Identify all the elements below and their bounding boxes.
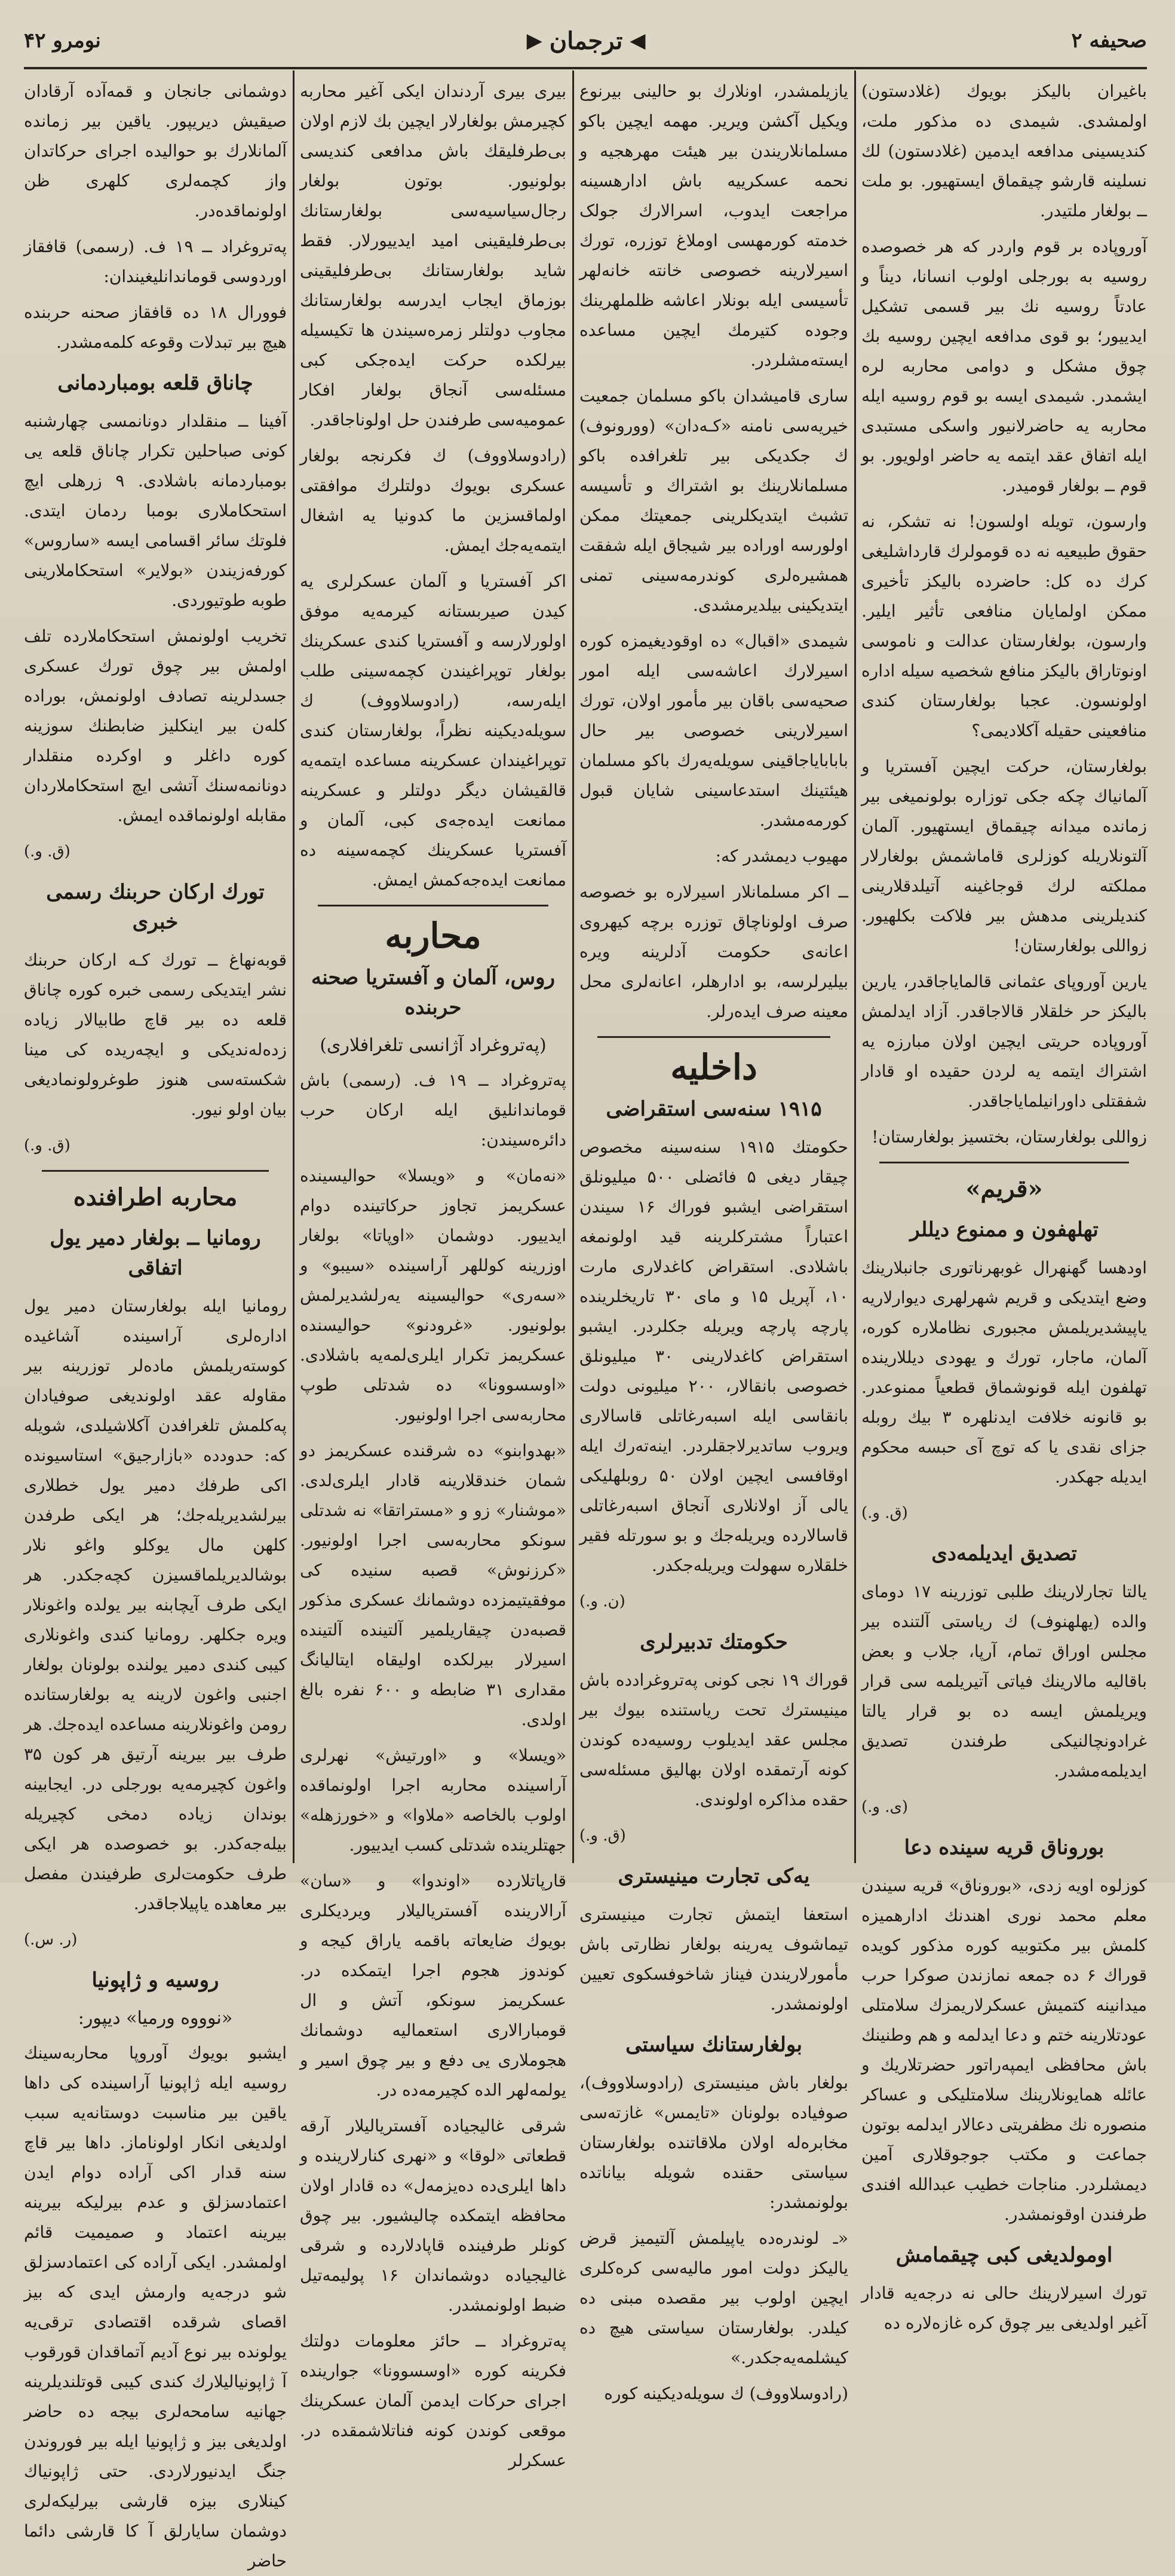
article-paragraph: بولغار باش مینیستری (رادوسلاووف)، صوفیاده بولونان «تایمس» غازته‌سی مخابره‌له اولان ملاقاتنده بولغارستان سیاستی حقنده شویله بیاناتده بولونمشدر: bbox=[579, 2073, 848, 2212]
article-paragraph: رومانیا ایله بولغارستان دمیر یول اداره‌لری آراسینده آشاغیده کوسته‌ریلمش ماده‌لر توزرینه بیر مقاوله عقد اولوندیغی صوفیادان په‌کلمش تلغرافدن آکلاشیلدی، شویله که: حدودده «بازارجیق» استاسیونده اکی طرفك دمیر یول خطلاری بیرلشدیریله‌جك؛ هر ایکی طرفدن کلهن مال یوکلو واغو نلار بوشالدیریلماقسیزن کچه‌جکدر. هر ایکی طرف آیچابنه بیر یولده واغونلار ویره جکلهر. رومانیا کندی واغونلاری کیبی کندی دمیر یولنده بولونان بولغار اجنبی واغون لارینه یه بولغارستانده رومن واغونلارینه مساعده ایده‌جك. هر طرف بیر بیرینه آرتیق هر کون ۳۵ واغون کچیرمه‌یه بورجلی در. ایجابینه بوندان زیاده دمخی کچیریله بیله‌جه‌کدر. بو خصوصده هر ایکی طرف حکومت‌لری طرفیندن مفصل بیر معاهده یاپیلاجاقدر. bbox=[24, 1296, 287, 1913]
article-heading: رومانیا ــ بولغار دمیر یول اتفاقی bbox=[50, 1226, 261, 1280]
source-mark: (ق. و.) bbox=[579, 1827, 626, 1845]
article-heading: یه‌کی تجارت مینیستری bbox=[618, 1864, 810, 1888]
article-paragraph: په‌تروغراد ــ حائز معلومات دولتك فکرینه کوره «اوسسوونا» جوارینده اجرای حرکات ایدمن آلمان عسکرینك موقعی کوندن کونه فناتلاشمقده در. عسکرلر bbox=[300, 2331, 566, 2470]
column-1 bbox=[861, 76, 1148, 2333]
article-paragraph: «بهدوابنو» ده شرقنده عسکریمز دو شمان خندقلارینه قادار ایلری‌لدی. «موشنار» زو و «مستراتقا» نه شدتلی سونکو محاربه‌سی اجرا اولونیور. «کرزنوش» قصبه سنیده کی موفقیتیمزده دوشمانك عسکری مذکور قصبه‌دن چیقاریلمیر آلتینده آلتینده اسیرلار بیرلکده اولیقاه ایتالیانگ مقداری ۳۱ ضابطه و ۶۰۰ نفره بالغ اولدی. bbox=[300, 1441, 566, 1729]
article-paragraph: «ـ لوندره‌ده یاپیلمش آلتیمیز قرض یالیکز دولت امور مالیه‌سی کره‌کلری ایچین اولوب بیر مقصده مبنی ده کیلدر. بولغارستان سیاستی هیچ ده کیشلمه‌یه‌جکدر.» bbox=[579, 2228, 848, 2367]
article-heading: اومولدیغی کبی چیقمامش bbox=[895, 2243, 1113, 2267]
section-heading: محاربه bbox=[385, 915, 481, 956]
article-paragraph: کوزلوه اویه زدی، «بوروناق» قریه سیندن معلم محمد نوری اهندنك ادارهمیزه کلمش بیر مکتوبیه کوره مذکور کویده قوراك ۶ ده جمعه نمازندن صوکرا حرب میدانینه کتمیش عسکرلاریمزك سلامتلی عودتلارینه ختم و دعا ایدلمه و هم وطنینك باش محافظی ایمپه‌راتور حضرتلاریك و عائله همایونلارینك سلامتلیکی و عساکر منصوره نك مظفریتی دعالار ایدلمه بوتون جماعت و مکتب جوجوقلاری آمین دیمشلردر. مناجات خطیب عبدالله افندی طرفندن اوقونمشدر. bbox=[861, 1876, 1147, 2224]
article-heading: تصدیق ایدیلمه‌دی bbox=[931, 1542, 1077, 1566]
article-heading: حکومتك تدبیرلری bbox=[640, 1630, 788, 1654]
source-mark: (ق. و.) bbox=[24, 1137, 70, 1154]
source-mark: (ق. و.) bbox=[24, 843, 70, 860]
column-4 bbox=[24, 76, 287, 2571]
article-subheading: «نوووه ورمیا» دیپور: bbox=[78, 2008, 233, 2029]
article-paragraph: بولغارستان، حرکت ایچین آفستریا و آلمانیاك چکه جکی توزاره بولونمیغی بیر زمانده میدانه چیقماق ایستهیور. آلمان آلتونلاریله کوزلری قاماشمش بولغارلار مملکته لرك قوجاغینه آتیلدقلارینی کندیلرینی مدهش بیر فلاکت بکلهیور. زواللی بولغارستان! bbox=[861, 756, 1147, 955]
page-header bbox=[24, 17, 1147, 65]
source-mark: (ر. س.) bbox=[24, 1931, 78, 1949]
article-paragraph: ساری قامیشدان باکو مسلمان جمعیت خیریه‌سی نامنه «کـه‌دان» (وورونوف) ك جکدیکی بیر تلغرافده باکو مسلمانلارینك بو اشتراك و تأسیسه تشبث ایتدیکلرینی جمعیتك ممکن اولورسه اوراده بیر شیجاق ایله شفقت همشیره‌لری کوندرمه‌سینی تمنی ایتدیکینی بیلدیرمشدی. bbox=[579, 386, 848, 615]
article-paragraph: شیمدی «اقبال» ده اوقودیغیمزه کوره اسیرلارك اعاشه‌سی ایله امور صحیه‌سی باقان بیر مأمور اولان، تورك اسیرلارینی خصوصی بیر حال بابابایاجاقینی سویله‌یه‌رك باکو مسلمان هیئتینك استدعاسینی شایان قبول کورمه‌مشدر. bbox=[579, 631, 848, 830]
article-paragraph: یارین آوروپای عثمانی قالمایاجاقدر، یارین بالیکز حر خلقلار قالاجاقدر. آزاد ایدلمش آوروپاده حریتی ایچین اولان مبارزه یه اشتراك ایتمه یه لردن حقیده او قادار شفقتلی داورانیلمایاجاقدر. bbox=[861, 972, 1147, 1111]
article-paragraph: اودهسا گهنهرال غوبهرناتوری جانبلارینك وضع ایتدیکی و قریم شهرلهری دیوارلاریه یاپیشدیریلمش مجبوری نظاملاره کوره، آلمان، ماجار، تورك و یهودی دیللارینده تهلفون ایله قونوشماق قطعیاً ممنوعدر. بو قانونه خلافت ایدنلهره ۳ بیك روبله جزای نقدی یا که توچ آی حبسه محکوم ایدیله جهکدر. bbox=[861, 1258, 1148, 1487]
article-paragraph: ــ اکر مسلمانلار اسیرلاره بو خصوصه صرف اولوناچاق توزره برچه کیهروی اعانه‌ی حکومت آدلرینه ویره بیلیرلرسه، بو ادارهلر، اعانه‌لری محل معینه صرف ایده‌رلر. bbox=[579, 882, 848, 1021]
article-paragraph: دوشمانی جانجان و قمه‌آده آرقادان صیقیش دیریپور. یاقین بیر زمانده آلمانلارك بو حوالیده اجرای حرکاتدان واز کچمه‌لری کلهری ظن اولونماقده‌در. bbox=[24, 81, 287, 220]
masthead bbox=[527, 27, 646, 55]
article-paragraph: تورك اسیرلارینك حالی نه درجه‌یه قادار آغیر اولدیغی بیر چوق کره غازه‌لاره ده bbox=[861, 2283, 1147, 2333]
header-rule bbox=[24, 67, 1147, 69]
column-divider bbox=[572, 71, 574, 1863]
article-heading: روس، آلمان و آفستریا صحنه حربنده bbox=[311, 966, 556, 1019]
article-paragraph: قارپاتلارده «اوندوا» و «سان» آرالارینده آفستریالیلار ویردیکلری بویوك ضایعاته باقمه یاراق کیجه و کوندوز هجوم اجرا ایتمکده در. عسکریمز سونکو، آتش و ال قومبارالاری استعمالیه دوشمانك هجوملاری یی دفع و بیر چوق اسیر و یولمه‌لهر الده کچیرمه‌ده در. bbox=[300, 1871, 566, 2100]
section-separator bbox=[318, 905, 548, 906]
article-paragraph: ایشبو بویوك آوروپا محاربه‌سینك روسیه ایله ژاپونیا آراسینده کی داها یاقین بیر مناسبت دوستانه‌یه سبب اولدیغی انکار اولوناماز. داها بیر قاچ سنه قدار اکی آراده دوام ایدن اعتمادسزلق و عدم بیرلیکه بیرینه بیرینه اعتماد و صمیمیت قائم اولمشدر. ایکی آراده کی اعتمادسزلق شو درجه‌یه وارمش ایدی که بیز اقصای شرقده اقتصادی ترقی‌یه یولونده بیر نوع آدیم آتماقدان قورقوب آ ژاپونیالیلارك کندی کیبی قوتلندیلرینه جهانیه سامحه‌لری بیجه ده حاضر اولدیغی بیز و ژاپونیا ایله بیر فوروندن جنگ ایدنیورلاردی. حتی ژاپونیاك کینلاری بیزه قارشی بیرلیکه‌لری دوشمان سایارلق آ کا قارشی دائما حاضر bbox=[24, 2043, 287, 2571]
article-paragraph: آفینا ــ منقلدار دونانمسی چهارشنبه کونی صباحلین تکرار چاناق قلعه یی بومباردمانه باشلادی. ۹ زرهلی ایچ استحکاملاری بومبا ردمان ایتدی. فلوتك سائر اقسامی ایسه «ساروس» کورفه‌زیندن «بولایر» استحکاملارینی طوبه طوتیوردی. bbox=[24, 411, 287, 610]
article-paragraph: شرقی غالیجیاده آفستریالیلار آرقه قطعاتی «لوقا» و «نهری کنارلارینده و داها ایلری‌ده ده‌یزمه‌ل» ده قادار اولان محافظه ایتمکده چالیشیور. بیر چوق کونلر طرفینده قاپادلارده و شرقی غالیجیاده دوشماندان ۱۶ پولیمه‌تیل ضبط اولونمشدر. bbox=[300, 2116, 566, 2315]
article-paragraph: اکر آفستریا و آلمان عسکرلری یه کیدن صیربستانه کیرمه‌یه موفق اولورلارسه و آفستریا کندی عسکرینك بولغار توپراغیندن کچمه‌سینی طلب ایله‌رسه، (رادوسلاووف) ك سویله‌دیکینه نظراً، بولغارستان کندی توپراغیندان عسکرینه مساعده ایتمه‌یه قالقیشان دیگر دولتلر و عسکرینه ممانعت ایده‌جه‌ی کبی، آلمان و آفستریا عسکرینك کچمه‌سینه ده ممانعت ایده‌جه‌کمش ایمش. bbox=[300, 571, 566, 890]
article-paragraph: «نه‌مان» و «ویسلا» حوالیسینده عسکریمز تجاوز حرکاتینده دوام ایدییور. دوشمان «اوپاتا» بولغار اوزرینه کوللهر آراسینده «سیبو» و «سه‌ری» حوالیسینه یه‌رلشدیرلمش بولونیور. «غرودنو» حوالیسنده عسکریمز تکرار ایلری‌لمه‌یه باشلادی. «اوسسوونا» ده شدتلی طوپ محاربه‌سی اجرا اولونیور. bbox=[300, 1166, 566, 1425]
article-paragraph: په‌تروغراد ــ ۱۹ ف. (رسمی) باش قوماندانلیق ایله ارکان حرب دائره‌سیندن: bbox=[300, 1070, 566, 1150]
arrow-left-icon: ◀ bbox=[630, 29, 646, 53]
section-separator bbox=[597, 1036, 830, 1038]
issue-number: نومرو ۴۲ bbox=[24, 29, 101, 53]
page-label: صحیفه ۲ bbox=[1071, 29, 1147, 53]
article-paragraph: یازیلمشدر، اونلارك بو حالینی بیرنوع ویکیل آکشن ویریر. مهمه ایچین باکو مسلمانلاریندن بیر هیئت مهرهجیه و نحمه عسکرییه باش ادارهسینه مراجعت ایدوب، اسرالارك جولک خدمته کورمهسی اوملاغ توزره، تورك اسیرلارینه خصوصی خانته خانه‌لهر تأسیسی ایله بونلار اعاشه ظلملهرینك وجوده کتیرمك ایچین مساعده ایسته‌مشلردر. bbox=[579, 81, 848, 370]
source-mark: (ن. و.) bbox=[579, 1592, 625, 1610]
column-divider bbox=[293, 71, 294, 1863]
article-paragraph: استعفا ایتمش تجارت مینیستری تیماشوف یه‌رینه بولغار نظارتی باش مأمورلاریندن فیناز شاخوفسکوی تعیین اولونمشدر. bbox=[579, 1904, 848, 2014]
column-2 bbox=[579, 76, 849, 2403]
article-paragraph: په‌تروغراد ــ ۱۹ ف. (رسمی) قافقاز اوردوسی قوماندانلیغیندان: bbox=[24, 237, 287, 286]
section-separator bbox=[879, 1162, 1129, 1163]
article-paragraph: زواللی بولغارستان، بختسیز بولغارستان! bbox=[872, 1127, 1147, 1147]
article-paragraph: (رادوسلاووف) ك سویله‌دیکینه کوره bbox=[604, 2384, 848, 2403]
article-subheading: (په‌تروغراد آژانسی تلغرافلاری) bbox=[320, 1035, 547, 1056]
arrow-right-icon: ▶ bbox=[526, 29, 542, 53]
article-paragraph: قوراك ۱۹ نجی کونی په‌تروغرادده باش مینیسترك تحت ریاستنده بیوك بیر مجلس عقد ایدیلوب روسیه‌ده کوندن کونه آرتمقده اولان بهالیق مسئله‌سی حقده مذاکره اولوندی. bbox=[579, 1670, 848, 1809]
section-heading: داخلیه bbox=[670, 1047, 757, 1088]
article-paragraph: مهیوب دیمشدر که: bbox=[715, 846, 848, 866]
article-paragraph: بیری بیری آردندان ایکی آغیر محاربه کچیرمش بولغارلار ایچین بك لازم اولان بی‌طرفلیقك باش مدافعی کندیسی بولونیور. بوتون بولغار رجال‌سیاسیه‌سی بولغارستانك بی‌طرفلیقینی امید ایدییورلار. فقط شاید بولغارستانك بی‌طرفلیقینی بوزماق ایجاب ایدرسه بولغارستانك مجاوب دولتلر زمره‌سیندن ها تکیسیله بیرلکده حرکت ایده‌جکی کبی مسئله‌سی آنجاق بولغار افکار عمومیه‌سی طرفندن حل اولوناجاقدر. bbox=[300, 81, 566, 430]
article-paragraph: (رادوسلاووف) ك فکرنجه بولغار عسکری بویوك دولتلرك موافقتی اولماقسزین ما کدونیا یه اشغال ایتمه‌یه‌جك ایمش. bbox=[300, 446, 566, 555]
article-paragraph: آوروپاده بر قوم واردر که هر خصوصده روسیه به بورجلی اولوب انسانا، دیناً و عادتاً روسیه نك بیر قسمی تشکیل ایدییور؛ بو قوی مدافعه ایچین روسیه بك چوق مشکل و دوامی محاربه لره ایشمدر. شیمدی ایسه بو قوم روسیه ایله محاربه یه حاضرلانیور واسکی مستبدی ایله اتفاق عقد ایتمه یه حاضر اولویور. بو قوم ــ بولغار قومیدر. bbox=[861, 237, 1147, 495]
newspaper-name: ترجمان bbox=[549, 26, 623, 55]
article-paragraph: فوورال ۱۸ ده قافقاز صحنه حربنده هیچ بیر تبدلات وقوعه کلمه‌مشدر. bbox=[24, 302, 287, 352]
column-3 bbox=[300, 76, 566, 2470]
article-paragraph: وارسون، تویله اولسون! نه تشکر، نه حقوق طبیعیه نه ده قومولرك قارداشلیغی كرك ده كل: حاضرده بالیکز تأخیری ممکن اولمایان منافعی تأثیر ایلیر. وارسون، بولغارستان عدالت و ناموسی اونوتاراق بالیکز منافع شخصیه سیله اداره اولونسون. عجبا بولغارستان کندی منافعینی حقیله آكلادیمی؟ bbox=[861, 511, 1147, 740]
section-separator bbox=[42, 1170, 269, 1172]
article-heading: تورك ارکان حربنك رسمی خبری bbox=[46, 880, 265, 934]
article-paragraph: حکومتك ۱۹۱۵ سنه‌سینه مخصوص چیقار دیغی ۵ فائضلی ۵۰۰ میلیونلق استقراضی ایشبو فوراك ۱۶ سیندن اعتباراً مشترکلرینه قید اولونمغه باشلادی. استقراض کاغدلاری مارت ۱۰، آپریل ۱۵ و مای ۳۰ تاریخلرینده پارچه پارچه ویریله جکلردر. ایشبو استقراض کاغدلارینی ۳۰ میلیونلق خصوصی بانقالار، ۲۰۰ میلیونی دولت بانقاسی ایله اسبه‌رغاتلی قاسالاری ویروب ساتدیرلاجقلردر. اینه‌ته‌رك ایله اوقافسی ایچین اولان ۵۰ روبلهلیکی یالی آز اولانلاری آنجاق اسبه‌رغاتلی قاسالارده ویریله‌جك و بو سورتله فقیر خلقلاره سهولت ویریله‌جکدر. bbox=[579, 1137, 849, 1575]
source-mark: (ی. و.) bbox=[861, 1798, 908, 1816]
article-paragraph: یالتا تجارلارینك طلبی توزرینه ۱۷ دومای والده (یهلهنوف) ك ریاستی آلتنده بیر مجلس اوراق تمام، آرپا، جلاب و بعض باقالیه مالارینك فیاتی آتیریلمه سی قرار ویریلمش ایسه ده بو قرار یالتا غرادونچالنیکی طرفندن تصدیق ایدیلمه‌مشدر. bbox=[861, 1582, 1147, 1781]
column-divider bbox=[854, 71, 856, 1863]
article-paragraph: «ویسلا» و «اورتیش» نهرلری آراسینده محاربه اجرا اولونماقده اولوب بالخاصه «ملاوا» و «خورزهله» جهتلرینده شدتلی کسب ایدییور. bbox=[300, 1745, 566, 1855]
section-heading: محاربه اطرافنده bbox=[73, 1183, 238, 1211]
article-paragraph: باغیران بالیکز بویوك (غلادستون) اولمشدی. شیمدی ده مذکور ملت، کندیسینی مدافعه ایدمین (غلادستون) لك نسلینه قارشو چیقماق ایستهیور. بو ملت ــ بولغار ملتیدر. bbox=[861, 81, 1147, 220]
article-heading: تهلهفون و ممنوع دیللر bbox=[910, 1218, 1099, 1242]
article-paragraph: قوبه‌نهاغ ــ تورك کـه ارکان حربنك نشر ایتدیکی رسمی خبره کوره چاناق قلعه ده بیر قاچ طابیالار زیاده زده‌له‌ندیکی و ایچه‌ریده کی مینا شکسته‌سی هنوز طوغرو‌لونمادیغی بیان اولو نیور. bbox=[24, 950, 287, 1119]
article-heading: ۱۹۱۵ سنه‌سی استقراضی bbox=[606, 1097, 822, 1121]
source-mark: (ق. و.) bbox=[861, 1504, 908, 1522]
section-heading: «قریم» bbox=[965, 1175, 1043, 1203]
article-heading: چاناق قلعه بومباردمانی bbox=[57, 371, 253, 395]
article-heading: روسیه و ژاپونیا bbox=[91, 1968, 219, 1992]
article-heading: بولغارستانك سیاستی bbox=[625, 2033, 802, 2057]
article-paragraph: تخریب اولونمش استحکاملارده تلف اولمش بیر چوق تورك عسکری جسدلرینه تصادف اولونمش، بوراده کله‌ن بیر اینکلیز ضابطنك سوزینه کوره داغلر و اوکرده منقلدار دونانمه‌سنك آتشی ایچ استحکاملاردان مقابله اولونماقده ایمش. bbox=[24, 626, 287, 825]
article-heading: بوروناق قریه سینده دعا bbox=[904, 1836, 1105, 1860]
